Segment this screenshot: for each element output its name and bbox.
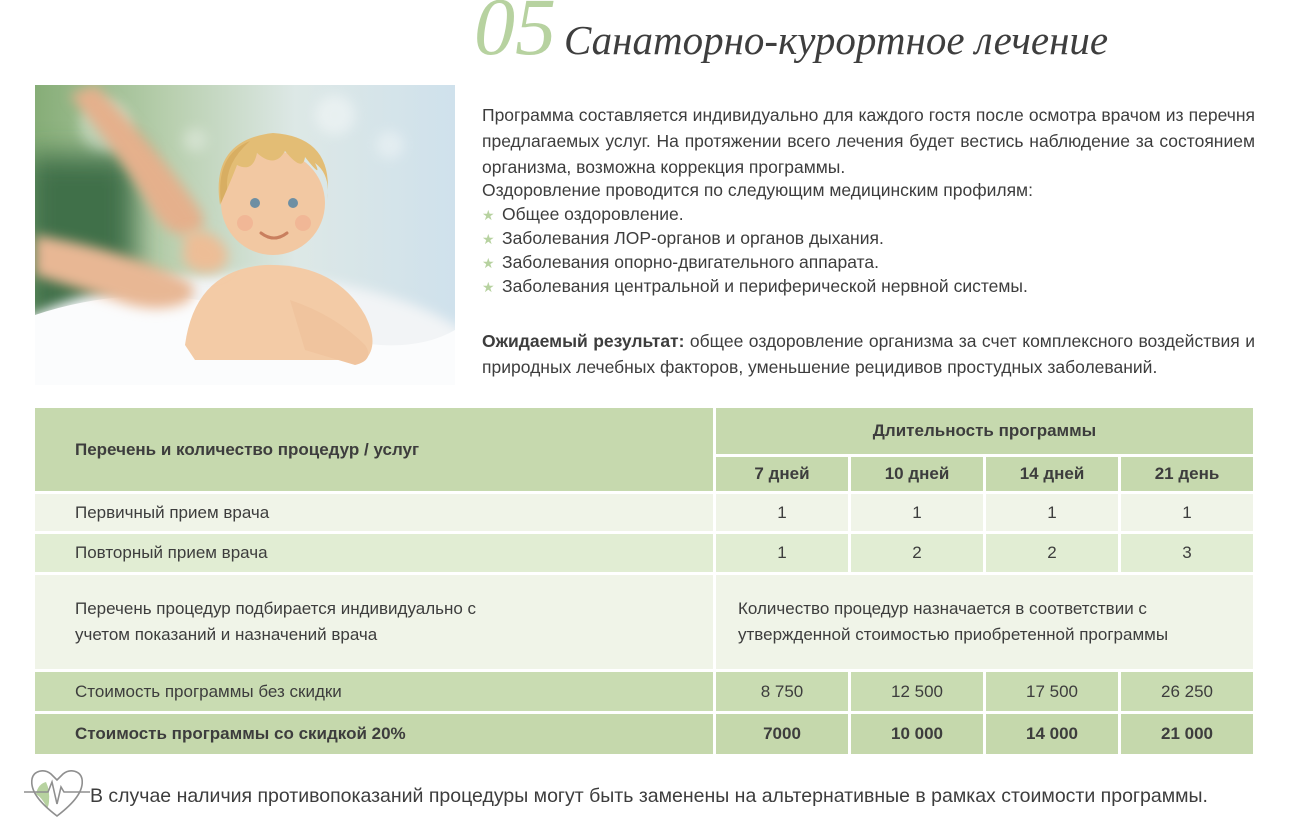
- table-cell: 14 000: [986, 714, 1118, 754]
- list-item-label: Общее оздоровление.: [502, 204, 684, 224]
- table-row-label: Стоимость программы без скидки: [35, 672, 713, 711]
- list-item: [482, 250, 1255, 274]
- table-cell: 3: [1121, 534, 1253, 572]
- heart-ecg-icon: [22, 760, 92, 824]
- page-title: Санаторно-курортное лечение: [564, 17, 1109, 63]
- table-cell: 12 500: [851, 672, 983, 711]
- table-row-label: Перечень процедур подбирается индивидуально с учетом показаний и назначений врача: [35, 575, 713, 669]
- footer-note: В случае наличия противопоказаний процедуры могут быть заменены на альтернативные в рамках стоимости программы.: [90, 785, 1208, 807]
- table-header-21-days: 21 день: [1121, 457, 1253, 491]
- table-cell: 1: [986, 494, 1118, 531]
- star-bullet-icon: ★: [482, 279, 495, 295]
- expected-result-label: Ожидаемый результат:: [482, 330, 685, 351]
- list-item: [482, 202, 1255, 226]
- expected-result-paragraph: [482, 328, 1255, 380]
- table-row-label: Повторный прием врача: [35, 534, 713, 572]
- list-item-label: Заболевания центральной и периферической нервной системы.: [502, 276, 1028, 296]
- page-number: 05: [474, 0, 556, 72]
- table-cell: 2: [851, 534, 983, 572]
- child-massage-photo: [35, 85, 455, 385]
- table-header-duration: Длительность программы: [716, 408, 1253, 454]
- star-bullet-icon: ★: [482, 255, 495, 271]
- profiles-heading: Оздоровление проводится по следующим медицинским профилям:: [482, 180, 1033, 200]
- star-bullet-icon: ★: [482, 231, 495, 247]
- table-row-label: Первичный прием врача: [35, 494, 713, 531]
- list-item-label: Заболевания опорно-двигательного аппарата.: [502, 252, 879, 272]
- table-cell: 2: [986, 534, 1118, 572]
- price-table: [35, 408, 1253, 754]
- table-header-10-days: 10 дней: [851, 457, 983, 491]
- profiles-list: [482, 202, 1255, 298]
- table-cell: 26 250: [1121, 672, 1253, 711]
- table-cell: 1: [716, 494, 848, 531]
- intro-paragraph: Программа составляется индивидуально для каждого гостя после осмотра врачом из перечня предлагаемых услуг. На протяжении всего лечения будет вестись наблюдение за состоянием организма, возможна коррекция программы.: [482, 104, 1255, 177]
- table-merged-cell: Количество процедур назначается в соответствии с утвержденной стоимостью приобретенной программы: [716, 575, 1253, 669]
- table-header-14-days: 14 дней: [986, 457, 1118, 491]
- table-cell: 7000: [716, 714, 848, 754]
- table-header-7-days: 7 дней: [716, 457, 848, 491]
- list-item: [482, 274, 1255, 298]
- table-cell: 21 000: [1121, 714, 1253, 754]
- table-cell: 1: [716, 534, 848, 572]
- table-cell: 8 750: [716, 672, 848, 711]
- list-item-label: Заболевания ЛОР-органов и органов дыхания.: [502, 228, 884, 248]
- table-cell: 10 000: [851, 714, 983, 754]
- table-cell: 1: [851, 494, 983, 531]
- photo-illustration: [35, 85, 455, 385]
- table-cell: 17 500: [986, 672, 1118, 711]
- star-bullet-icon: ★: [482, 207, 495, 223]
- table-header-services: Перечень и количество процедур / услуг: [35, 408, 713, 491]
- table-row-label: Стоимость программы со скидкой 20%: [35, 714, 713, 754]
- table-cell: 1: [1121, 494, 1253, 531]
- expected-result-text: общее оздоровление организма за счет комплексного воздействия и природных лечебных факторов, уменьшение рецидивов простудных заболеваний.: [482, 330, 1255, 377]
- list-item: [482, 226, 1255, 250]
